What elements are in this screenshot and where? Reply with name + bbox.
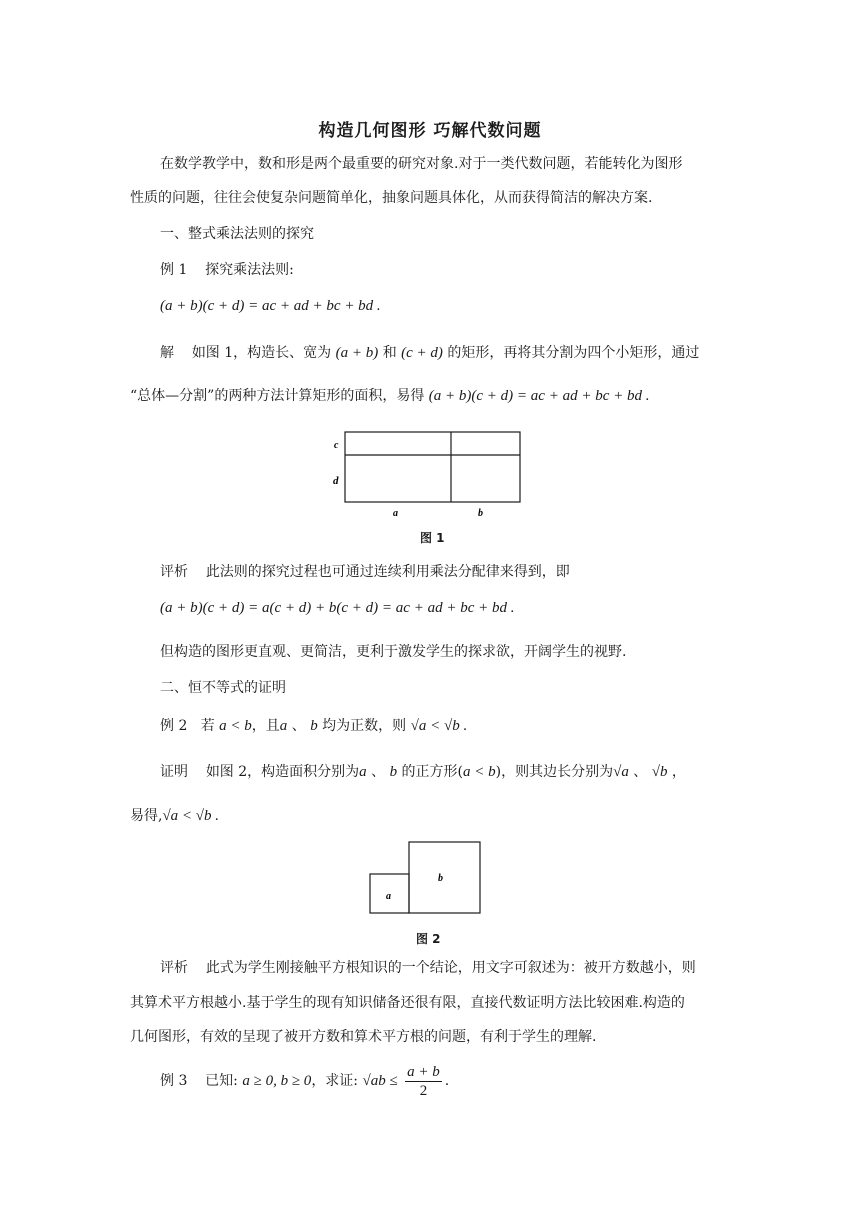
proof-text-1: 如图 2，构造面积分别为 [205, 764, 360, 780]
comment2-text-1: 此式为学生刚接触平方根知识的一个结论，用文字可叙述为：被开方数越小，则 [205, 960, 696, 976]
figure2-label-b: b [438, 873, 443, 884]
proof-math-5: √b [651, 764, 668, 780]
solution-math-2: (c + d) [401, 345, 443, 361]
comment2-label: 评析 [160, 960, 188, 976]
comment1-end: 但构造的图形更直观、更简洁，更利于激发学生的探求欲，开阔学生的视野. [160, 644, 627, 660]
example1-formula: (a + b)(c + d) = ac + ad + bc + bd . [160, 298, 381, 314]
section2-heading: 二、恒不等式的证明 [160, 680, 286, 696]
comment2-line-2: 其算术平方根越小.基于学生的现有知识储备还很有限，直接代数证明方法比较困难.构造的 [130, 995, 685, 1011]
figure2-caption: 图 2 [416, 932, 441, 946]
figure1-outer-rect [345, 432, 520, 502]
comment1-label: 评析 [160, 564, 188, 580]
figure2-large-square [409, 842, 480, 913]
example3-math-1: a ≥ 0, b ≥ 0 [242, 1073, 312, 1089]
solution-line2-text: “总体—分割”的两种方法计算矩形的面积，易得 [130, 388, 425, 404]
solution-math-1: (a + b) [335, 345, 379, 361]
solution-label: 解 [160, 345, 174, 361]
figure1-caption: 图 1 [420, 531, 445, 545]
proof-math-4: √a [613, 764, 629, 780]
example1 [160, 260, 294, 280]
example1-text: 探究乘法法则: [205, 262, 294, 278]
solution-line-2 [130, 386, 649, 406]
solution-text-3: 的矩形，再将其分割为四个小矩形，通过 [447, 345, 700, 361]
example3-numerator: a + b [407, 1063, 440, 1080]
intro-line-2: 性质的问题，往往会使复杂问题简单化，抽象问题具体化，从而获得简洁的解决方案. [130, 190, 653, 206]
example3-math-2: √ab ≤ [362, 1073, 398, 1089]
solution-text-2: 和 [382, 345, 397, 361]
example2-label: 例 2 [160, 718, 188, 734]
example1-label: 例 1 [160, 262, 188, 278]
proof-text-4: )，则其边长分别为 [495, 764, 614, 780]
proof-label: 证明 [160, 764, 188, 780]
example3-denominator: 2 [419, 1082, 428, 1099]
proof-math-3: a < b [463, 764, 496, 780]
example2-text-1: 若 [200, 718, 215, 734]
example3-fraction [405, 1063, 442, 1100]
figure-2 [362, 838, 492, 923]
figure1-label-c: c [334, 440, 339, 451]
example2-math-3: b [310, 718, 318, 734]
proof-line-2 [130, 806, 219, 826]
comment1-text: 此法则的探究过程也可通过连续利用乘法分配律来得到，即 [205, 564, 570, 580]
example2-text-3: 、 [291, 718, 306, 734]
example3-text-1: 已知: [205, 1073, 238, 1089]
solution-line2-math: (a + b)(c + d) = ac + ad + bc + bd . [428, 388, 650, 404]
proof-line2-math: √a < √b . [162, 808, 220, 824]
comment2-line-3: 几何图形，有效的呈现了被开方数和算术平方根的问题，有利于学生的理解. [130, 1029, 597, 1045]
example3-text-2: ，求证: [311, 1073, 359, 1089]
example3 [160, 1062, 449, 1100]
proof-text-6: ， [671, 764, 686, 780]
proof-text-2: 、 [371, 764, 386, 780]
example2-math-1: a < b [219, 718, 252, 734]
proof-line2-text: 易得, [130, 808, 163, 824]
proof-math-1: a [359, 764, 367, 780]
comment1 [160, 562, 570, 582]
solution-line-1 [160, 343, 699, 363]
example2-math-4: √a < √b . [410, 718, 468, 734]
figure1-label-b: b [478, 508, 483, 519]
intro-line-1: 在数学教学中，数和形是两个最重要的研究对象.对于一类代数问题，若能转化为图形 [160, 156, 683, 172]
figure-1 [325, 425, 535, 525]
proof-text-5: 、 [633, 764, 648, 780]
proof-math-2: b [389, 764, 398, 780]
comment1-formula: (a + b)(c + d) = a(c + d) + b(c + d) = ac + ad + bc + bd . [160, 600, 515, 616]
proof-line-1 [160, 762, 686, 782]
comment2-line-1 [160, 958, 696, 978]
example3-end: . [444, 1073, 450, 1089]
figure2-label-a: a [386, 891, 391, 902]
figure1-label-a: a [393, 508, 398, 519]
example2-text-4: 均为正数，则 [322, 718, 407, 734]
page-title: 构造几何图形 巧解代数问题 [318, 121, 542, 141]
example2-text-2: ，且 [251, 718, 280, 734]
proof-text-3: 的正方形( [401, 764, 463, 780]
example2 [160, 716, 467, 736]
figure1-label-d: d [333, 475, 339, 487]
example3-label: 例 3 [160, 1073, 188, 1089]
solution-text-1: 如图 1，构造长、宽为 [191, 345, 332, 361]
section1-heading: 一、整式乘法法则的探究 [160, 226, 314, 242]
example2-math-2: a [279, 718, 288, 734]
